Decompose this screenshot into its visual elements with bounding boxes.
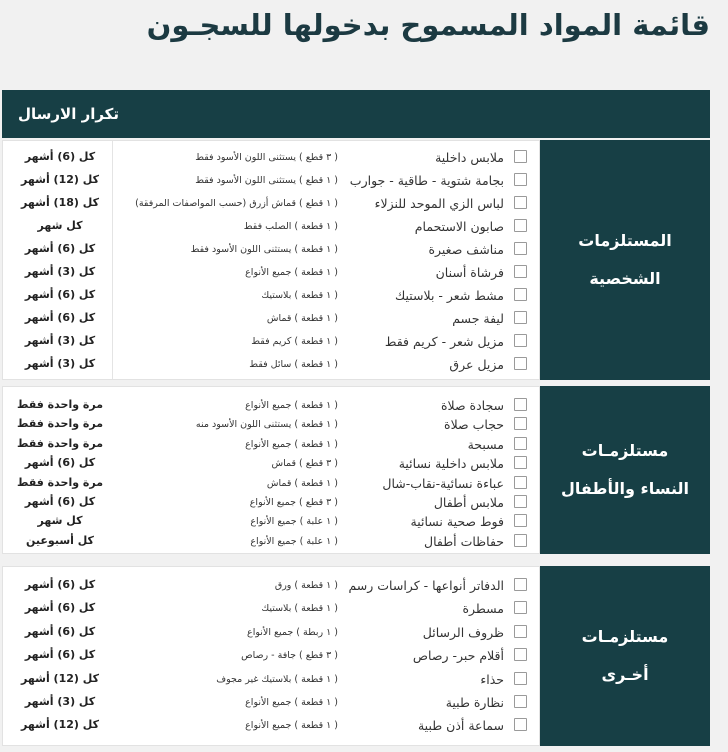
- item-checkbox[interactable]: [514, 398, 527, 411]
- item-checkbox[interactable]: [514, 219, 527, 232]
- item-frequency: كل (6) أشهر: [24, 495, 96, 508]
- item-checkbox[interactable]: [514, 357, 527, 370]
- section-title-panel: [540, 386, 710, 554]
- item-frequency: كل (3) أشهر: [24, 357, 96, 370]
- item-name: لباس الزي الموحد للنزلاء: [374, 196, 504, 211]
- frequency-column-header: تكرار الارسال: [18, 105, 120, 123]
- item-checkbox[interactable]: [514, 695, 527, 708]
- page-title: قائمة المواد المسموح بدخولها للسجـون: [146, 8, 710, 42]
- section-title: مستلزمـات: [581, 627, 669, 646]
- item-frequency: كل (6) أشهر: [24, 311, 96, 324]
- item-checkbox[interactable]: [514, 311, 527, 324]
- item-frequency: كل شهر: [37, 514, 83, 528]
- item-frequency: مرة واحدة فقط: [16, 475, 104, 489]
- item-name: حجاب صلاة: [444, 417, 504, 433]
- item-name: أقلام حبر- رصاص: [412, 648, 504, 664]
- item-checkbox[interactable]: [514, 534, 527, 547]
- item-frequency: كل شهر: [37, 219, 83, 232]
- item-description: ( ١ قطعة ) يستثنى اللون الأسود منه: [195, 419, 338, 431]
- item-frequency: كل (6) أشهر: [24, 150, 96, 163]
- item-frequency: كل أسبوعين: [26, 533, 94, 547]
- item-description: ( ٣ قطع ) جافة - رصاص: [241, 650, 338, 662]
- item-frequency: كل (6) أشهر: [24, 578, 96, 591]
- item-description: ( ١ قطعة ) بلاستيك: [261, 290, 338, 301]
- section-personal-items: [2, 140, 710, 380]
- item-description: ( ١ علبة ) جميع الأنواع: [250, 516, 338, 528]
- item-name: نظارة طبية: [445, 695, 504, 710]
- item-name: ليفة جسم: [452, 311, 504, 326]
- item-frequency: مرة واحدة فقط: [16, 417, 104, 431]
- section-subtitle: أخـرى: [601, 665, 649, 684]
- item-description: ( ١ قطعة ) جميع الأنواع: [245, 697, 338, 708]
- item-checkbox[interactable]: [514, 417, 527, 430]
- item-description: ( ١ قطع ) قماش أزرق (حسب المواصفات المرفقة): [135, 198, 338, 209]
- item-description: ( ١ قطعة ) جميع الأنواع: [245, 400, 338, 411]
- item-frequency: كل (12) أشهر: [21, 173, 99, 186]
- section-women-children-items: [2, 386, 710, 554]
- item-name: عباءة نسائية-نقاب-شال: [382, 475, 504, 491]
- item-description: ( ١ قطعة ) بلاستيك غير مجوف: [216, 673, 338, 685]
- item-frequency: كل (12) أشهر: [21, 718, 99, 732]
- item-name: سجادة صلاة: [440, 398, 504, 413]
- item-frequency: كل (6) أشهر: [24, 624, 96, 638]
- item-description: ( ٣ قطع ) قماش: [271, 458, 338, 470]
- item-name: فوط صحية نسائية: [410, 514, 504, 530]
- item-frequency: كل (3) أشهر: [24, 265, 96, 278]
- item-description: ( ١ علبة ) جميع الأنواع: [250, 535, 338, 547]
- item-checkbox[interactable]: [514, 476, 527, 489]
- item-name: مسطرة: [462, 601, 504, 617]
- item-description: ( ٣ قطع ) يستثنى اللون الأسود فقط: [195, 152, 338, 163]
- section-title-panel: [540, 566, 710, 746]
- section-subtitle: الشخصية: [589, 269, 661, 288]
- item-name: صابون الاستحمام: [414, 219, 504, 234]
- item-name: ملابس أطفال: [433, 495, 504, 510]
- item-description: ( ١ قطعة ) الصلب فقط: [243, 221, 338, 232]
- item-description: ( ١ قطعة ) قماش: [266, 477, 338, 489]
- item-checkbox[interactable]: [514, 288, 527, 301]
- item-frequency: كل (6) أشهر: [24, 601, 96, 615]
- item-frequency: كل (3) أشهر: [24, 334, 96, 347]
- item-checkbox[interactable]: [514, 334, 527, 347]
- item-name: مزيل شعر - كريم فقط: [384, 334, 504, 349]
- item-name: ظروف الرسائل: [422, 624, 504, 640]
- item-checkbox[interactable]: [514, 173, 527, 186]
- item-checkbox[interactable]: [514, 625, 527, 638]
- item-frequency: كل (18) أشهر: [21, 196, 99, 209]
- item-description: ( ١ قطعة ) يستثنى اللون الأسود فقط: [190, 244, 338, 255]
- item-checkbox[interactable]: [514, 196, 527, 209]
- item-frequency: مرة واحدة فقط: [16, 398, 104, 411]
- item-checkbox[interactable]: [514, 648, 527, 661]
- item-checkbox[interactable]: [514, 514, 527, 527]
- item-name: مناشف صغيرة: [428, 242, 504, 257]
- section-subtitle: النساء والأطفال: [561, 479, 689, 498]
- item-description: ( ١ قطعة ) قماش: [266, 313, 338, 324]
- item-checkbox[interactable]: [514, 437, 527, 450]
- item-name: حذاء: [480, 671, 504, 687]
- section-other-items: [2, 566, 710, 746]
- item-frequency: كل (6) أشهر: [24, 456, 96, 470]
- item-checkbox[interactable]: [514, 578, 527, 591]
- item-name: سماعة أذن طبية: [417, 718, 504, 734]
- item-name: بجامة شتوية - طاقية - جوارب: [349, 173, 504, 188]
- item-frequency: كل (12) أشهر: [21, 671, 99, 685]
- item-name: مزيل عرق: [449, 357, 504, 372]
- section-title: مستلزمـات: [581, 441, 669, 460]
- frequency-header-bar: [2, 90, 710, 138]
- item-name: حفاظات أطفال: [424, 533, 504, 549]
- item-description: ( ١ قطع ) يستثنى اللون الأسود فقط: [195, 175, 338, 186]
- item-description: ( ٣ قطع ) جميع الأنواع: [249, 497, 338, 508]
- section-title-panel: [540, 140, 710, 380]
- item-frequency: كل (6) أشهر: [24, 288, 96, 301]
- item-description: ( ١ قطعة ) جميع الأنواع: [245, 720, 338, 732]
- item-description: ( ١ قطعة ) ورق: [274, 580, 338, 591]
- item-name: الدفاتر أنواعها - كراسات رسم: [348, 578, 504, 593]
- item-name: ملابس داخلية نسائية: [398, 456, 504, 472]
- item-checkbox[interactable]: [514, 718, 527, 731]
- item-checkbox[interactable]: [514, 601, 527, 614]
- item-description: ( ١ قطعة ) كريم فقط: [251, 336, 338, 347]
- item-description: ( ١ قطعة ) جميع الأنواع: [245, 267, 338, 278]
- item-name: ملابس داخلية: [435, 150, 504, 165]
- item-description: ( ١ قطعة ) بلاستيك: [261, 603, 338, 615]
- item-frequency: مرة واحدة فقط: [16, 436, 104, 450]
- item-frequency: كل (6) أشهر: [24, 648, 96, 662]
- item-description: ( ١ قطعة ) سائل فقط: [249, 359, 338, 370]
- item-frequency: كل (3) أشهر: [24, 695, 96, 708]
- section-title: المستلزمات: [578, 231, 672, 250]
- column-divider: [112, 141, 113, 379]
- item-name: مشط شعر - بلاستيك: [394, 288, 504, 303]
- item-checkbox[interactable]: [514, 242, 527, 255]
- item-checkbox[interactable]: [514, 672, 527, 685]
- item-name: فرشاة أسنان: [435, 265, 504, 280]
- item-description: ( ١ قطعة ) جميع الأنواع: [245, 438, 338, 450]
- item-checkbox[interactable]: [514, 495, 527, 508]
- item-description: ( ١ ربطة ) جميع الأنواع: [247, 626, 338, 638]
- item-checkbox[interactable]: [514, 456, 527, 469]
- item-frequency: كل (6) أشهر: [24, 242, 96, 255]
- item-name: مسبحة: [467, 436, 504, 452]
- item-checkbox[interactable]: [514, 265, 527, 278]
- item-checkbox[interactable]: [514, 150, 527, 163]
